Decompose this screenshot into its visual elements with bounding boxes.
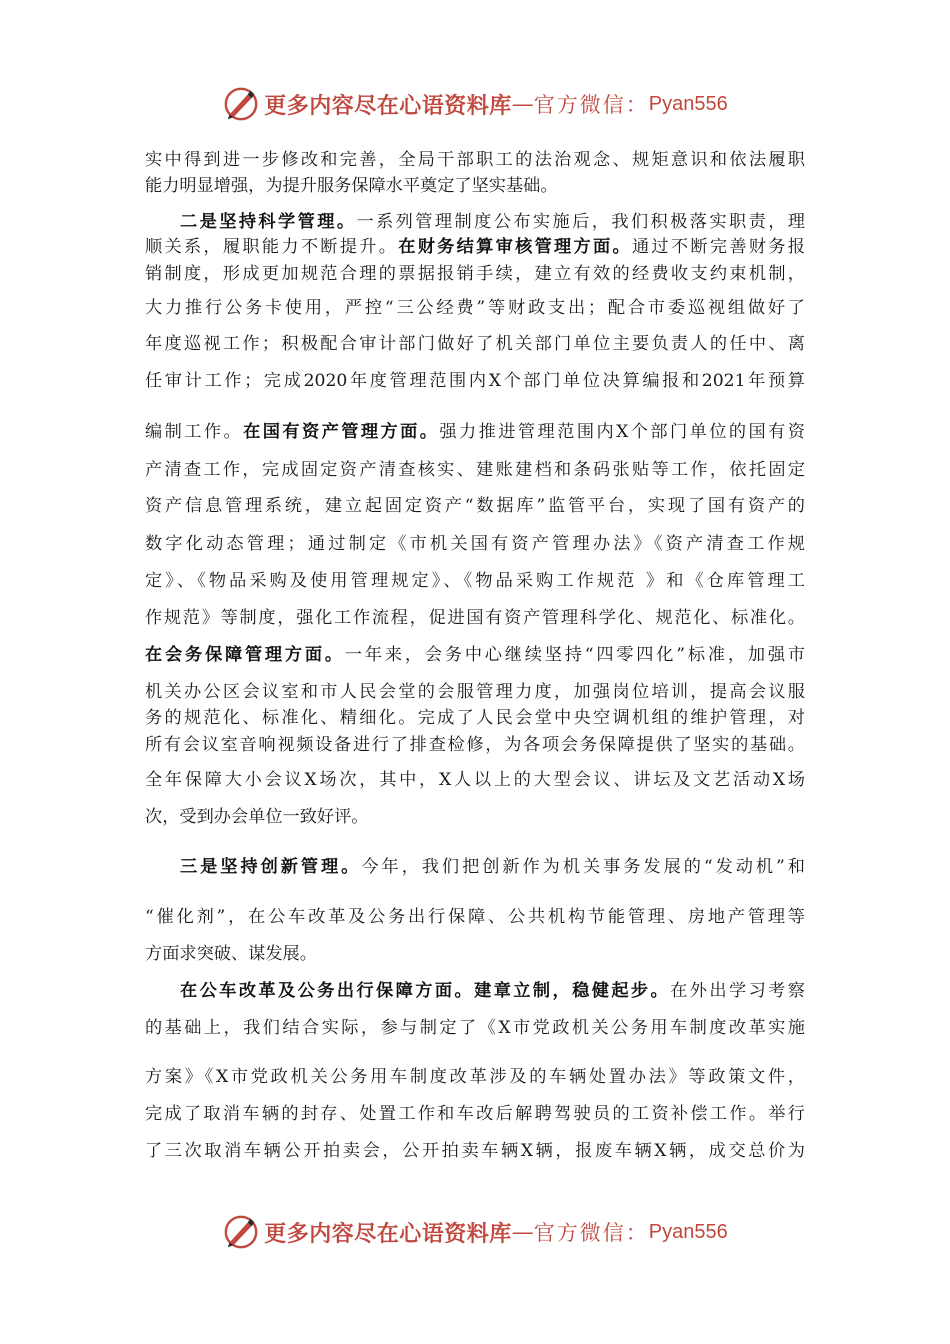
text-line: 全年保障大小会议X场次，其中，X人以上的大型会议、讲坛及文艺活动X场 <box>145 770 805 790</box>
text-line: 方面求突破、谋发展。 <box>145 944 317 964</box>
text-line: 资产信息管理系统，建立起固定资产“数据库”监管平台，实现了国有资产的 <box>145 496 805 516</box>
text-line: 所有会议室音响视频设备进行了排查检修，为各项会务保障提供了坚实的基础。 <box>145 735 805 755</box>
text-line: 数字化动态管理；通过制定《市机关国有资产管理办法》《资产清查工作规 <box>145 534 805 554</box>
text-line: 三是坚持创新管理。今年，我们把创新作为机关事务发展的“发动机”和 <box>180 857 805 877</box>
text-line: 作规范》等制度，强化工作流程，促进国有资产管理科学化、规范化、标准化。 <box>145 608 805 628</box>
text-line: 完成了取消车辆的封存、处置工作和车改后解聘驾驶员的工资补偿工作。举行 <box>145 1104 805 1124</box>
text-line: 方案》《X市党政机关公务用车制度改革涉及的车辆处置办法》等政策文件， <box>145 1067 805 1087</box>
text-line: “催化剂”，在公车改革及公务出行保障、公共机构节能管理、房地产管理等 <box>145 907 805 927</box>
text-line: 顺关系，履职能力不断提升。在财务结算审核管理方面。通过不断完善财务报 <box>145 237 805 257</box>
text-line: 二是坚持科学管理。一系列管理制度公布实施后，我们积极落实职责，理 <box>180 212 805 232</box>
banner-title: 更多内容尽在心语资料库 <box>264 1220 512 1247</box>
text-line: 务的规范化、标准化、精细化。完成了人民会堂中央空调机组的维护管理，对 <box>145 708 805 728</box>
banner-dash: — <box>511 1219 534 1245</box>
banner-wechat-label: 官方微信： <box>533 93 649 117</box>
text-line: 编制工作。在国有资产管理方面。强力推进管理范围内X个部门单位的国有资 <box>145 422 805 442</box>
text-line: 机关办公区会议室和市人民会堂的会服管理力度，加强岗位培训，提高会议服 <box>145 682 805 702</box>
banner-dash: — <box>511 91 534 117</box>
text-line: 产清查工作，完成固定资产清查核实、建账建档和条码张贴等工作，依托固定 <box>145 460 805 480</box>
banner-title: 更多内容尽在心语资料库 <box>264 92 512 119</box>
text-line: 的基础上，我们结合实际，参与制定了《X市党政机关公务用车制度改革实施 <box>145 1018 805 1038</box>
text-line: 在会务保障管理方面。一年来，会务中心继续坚持“四零四化”标准，加强市 <box>145 645 805 665</box>
header-banner <box>0 84 950 124</box>
footer-banner <box>0 1212 950 1252</box>
text-line: 定》、《物品采购及使用管理规定》、《物品采购工作规范 》和《仓库管理工 <box>145 571 805 591</box>
banner-wechat-label: 官方微信： <box>533 1221 649 1245</box>
text-line: 次，受到办会单位一致好评。 <box>145 807 369 827</box>
text-line: 能力明显增强，为提升服务保障水平奠定了坚实基础。 <box>145 176 558 196</box>
banner-wechat-id: Pyan556 <box>648 1220 728 1243</box>
text-line: 任审计工作；完成2020年度管理范围内X个部门单位决算编报和2021年预算 <box>145 371 805 391</box>
text-line: 大力推行公务卡使用，严控“三公经费”等财政支出；配合市委巡视组做好了 <box>145 298 805 318</box>
pen-logo-icon <box>222 1213 260 1251</box>
banner-wechat-id: Pyan556 <box>648 92 728 115</box>
text-line: 销制度，形成更加规范合理的票据报销手续，建立有效的经费收支约束机制， <box>145 264 805 284</box>
text-line: 实中得到进一步修改和完善，全局干部职工的法治观念、规矩意识和依法履职 <box>145 150 805 170</box>
text-line: 了三次取消车辆公开拍卖会，公开拍卖车辆X辆，报废车辆X辆，成交总价为 <box>145 1141 805 1161</box>
pen-logo-icon <box>222 85 260 123</box>
text-line: 在公车改革及公务出行保障方面。建章立制，稳健起步。在外出学习考察 <box>180 981 805 1001</box>
text-line: 年度巡视工作；积极配合审计部门做好了机关部门单位主要负责人的任中、离 <box>145 334 805 354</box>
